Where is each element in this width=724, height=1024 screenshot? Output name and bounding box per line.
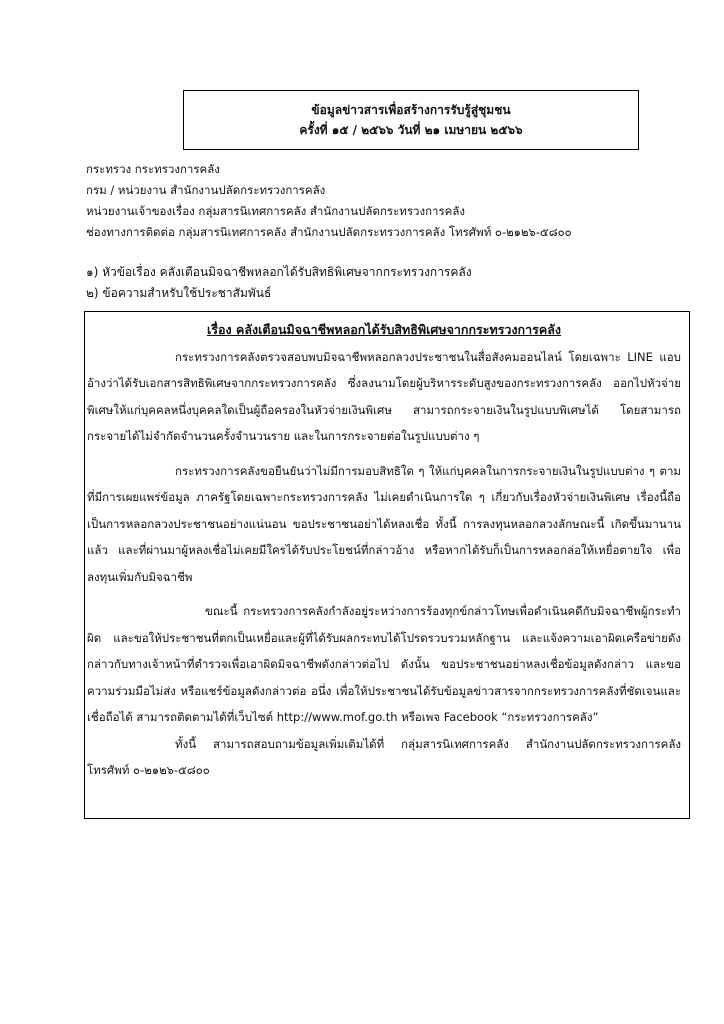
bulletin-issue-date: ครั้งที่ ๑๕ / ๒๕๖๖ วันที่ ๒๑ เมษายน ๒๕๖๖ xyxy=(299,123,523,137)
paragraph-1 xyxy=(87,344,681,450)
message-title: เรื่อง คลังเตือนมิจฉาชีพหลอกได้รับสิทธิพิเศษจากกระทรวงการคลัง xyxy=(207,322,561,337)
paragraph-3 xyxy=(87,598,681,731)
responsible-unit-line: หน่วยงานเจ้าของเรื่อง กลุ่มสารนิเทศการคลัง สำนักงานปลัดกระทรวงการคลัง xyxy=(86,204,466,218)
topic-line: ๑) หัวข้อเรื่อง คลังเตือนมิจฉาชีพหลอกได้รับสิทธิพิเศษจากกระทรวงการคลัง xyxy=(86,265,472,279)
paragraph-3-text: ขณะนี้ กระทรวงการคลังกำลังอยู่ระหว่างการร้องทุกข์กล่าวโทษเพื่อดำเนินคดีกับมิจฉาชีพผู้กระทำผิด และขอให้ประชาชนที่ตกเป็นเหยื่อและผู้ที่ได้รับผลกระทบได้โปรดรวบรวมหลักฐาน และแจ้งความเอาผิดเครือข่ายดังกล่าวกับทางเจ้าหน้าที่ตำรวจเพื่อเอาผิดมิจฉาชีพดังกล่าวต่อไป ดังนั้น ขอประชาชนอย่าหลงเชื่อข้อมูลดังกล่าว และขอความร่วมมือไม่ส่ง หรือแชร์ข้อมูลดังกล่าวต่อ อนึ่ง เพื่อให้ประชาชนได้รับข้อมูลข่าวสารจากกระทรวงการคลังที่ชัดเจนและเชื่อถือได้ สามารถติดตามได้ที่เว็บไซต์ http://www.mof.go.th หรือเพจ Facebook “กระทรวงการคลัง” xyxy=(87,604,681,724)
bulletin-title: ข้อมูลข่าวสารเพื่อสร้างการรับรู้สู่ชุมชน xyxy=(311,103,511,117)
pr-message-box xyxy=(84,311,690,819)
paragraph-1-text: กระทรวงการคลังตรวจสอบพบมิจฉาชีพหลอกลวงประชาชนในสื่อสังคมออนไลน์ โดยเฉพาะ LINE แอบอ้างว่าได้รับเอกสารสิทธิพิเศษจากกระทรวงการคลัง ซึ่งลงนามโดยผู้บริหารระดับสูงของกระทรวงการคลัง ออกไปหัวจ่ายพิเศษให้แก่บุคคลหนึ่งบุคคลใดเป็นผู้ถือครองในหัวจ่ายเงินพิเศษ สามารถกระจายเงินในรูปแบบพิเศษได้ โดยสามารถกระจายได้ไม่จำกัดจำนวนครั้งจำนวนราย และในการกระจายต่อในรูปแบบต่าง ๆ xyxy=(87,349,681,443)
paragraph-2-text: กระทรวงการคลังขอยืนยันว่าไม่มีการมอบสิทธิใด ๆ ให้แก่บุคคลในการกระจายเงินในรูปแบบต่าง ๆ ตามที่มีการเผยแพร่ข้อมูล ภาครัฐโดยเฉพาะกระทรวงการคลัง ไม่เคยดำเนินการใด ๆ เกี่ยวกับเรื่องหัวจ่ายเงินพิเศษ เรื่องนี้ถือเป็นการหลอกลวงประชาชนอย่างแน่นอน ขอประชาชนอย่าได้หลงเชื่อ ทั้งนี้ การลงทุนหลอกลวงลักษณะนี้ เกิดขึ้นมานานแล้ว และที่ผ่านมาผู้หลงเชื่อไม่เคยมีใครได้รับประโยชน์ที่กล่าวอ้าง หรือหากได้รับก็เป็นการหลอกล่อให้เหยื่อตายใจ เพื่อลงทุนเพิ่มกับมิจฉาชีพ xyxy=(87,463,681,584)
paragraph-4-text: ทั้งนี้ สามารถสอบถามข้อมูลเพิ่มเติมได้ที่ กลุ่มสารนิเทศการคลัง สำนักงานปลัดกระทรวงการคลัง โทรศัพท์ ๐-๒๑๒๖-๕๘๐๐ xyxy=(87,736,681,777)
bulletin-header-box xyxy=(183,90,639,150)
department-line: กรม / หน่วยงาน สำนักงานปลัดกระทรวงการคลัง xyxy=(86,183,326,197)
paragraph-4 xyxy=(87,731,681,784)
paragraph-2 xyxy=(87,458,681,591)
contact-line: ช่องทางการติดต่อ กลุ่มสารนิเทศการคลัง สำนักงานปลัดกระทรวงการคลัง โทรศัพท์ ๐-๒๑๒๖-๕๘๐๐ xyxy=(86,225,572,239)
bulletin-meta xyxy=(86,159,686,243)
ministry-line: กระทรวง กระทรวงการคลัง xyxy=(86,162,220,176)
bulletin-items xyxy=(86,262,686,304)
pr-message-heading: ๒) ข้อความสำหรับใช้ประชาสัมพันธ์ xyxy=(86,286,272,300)
